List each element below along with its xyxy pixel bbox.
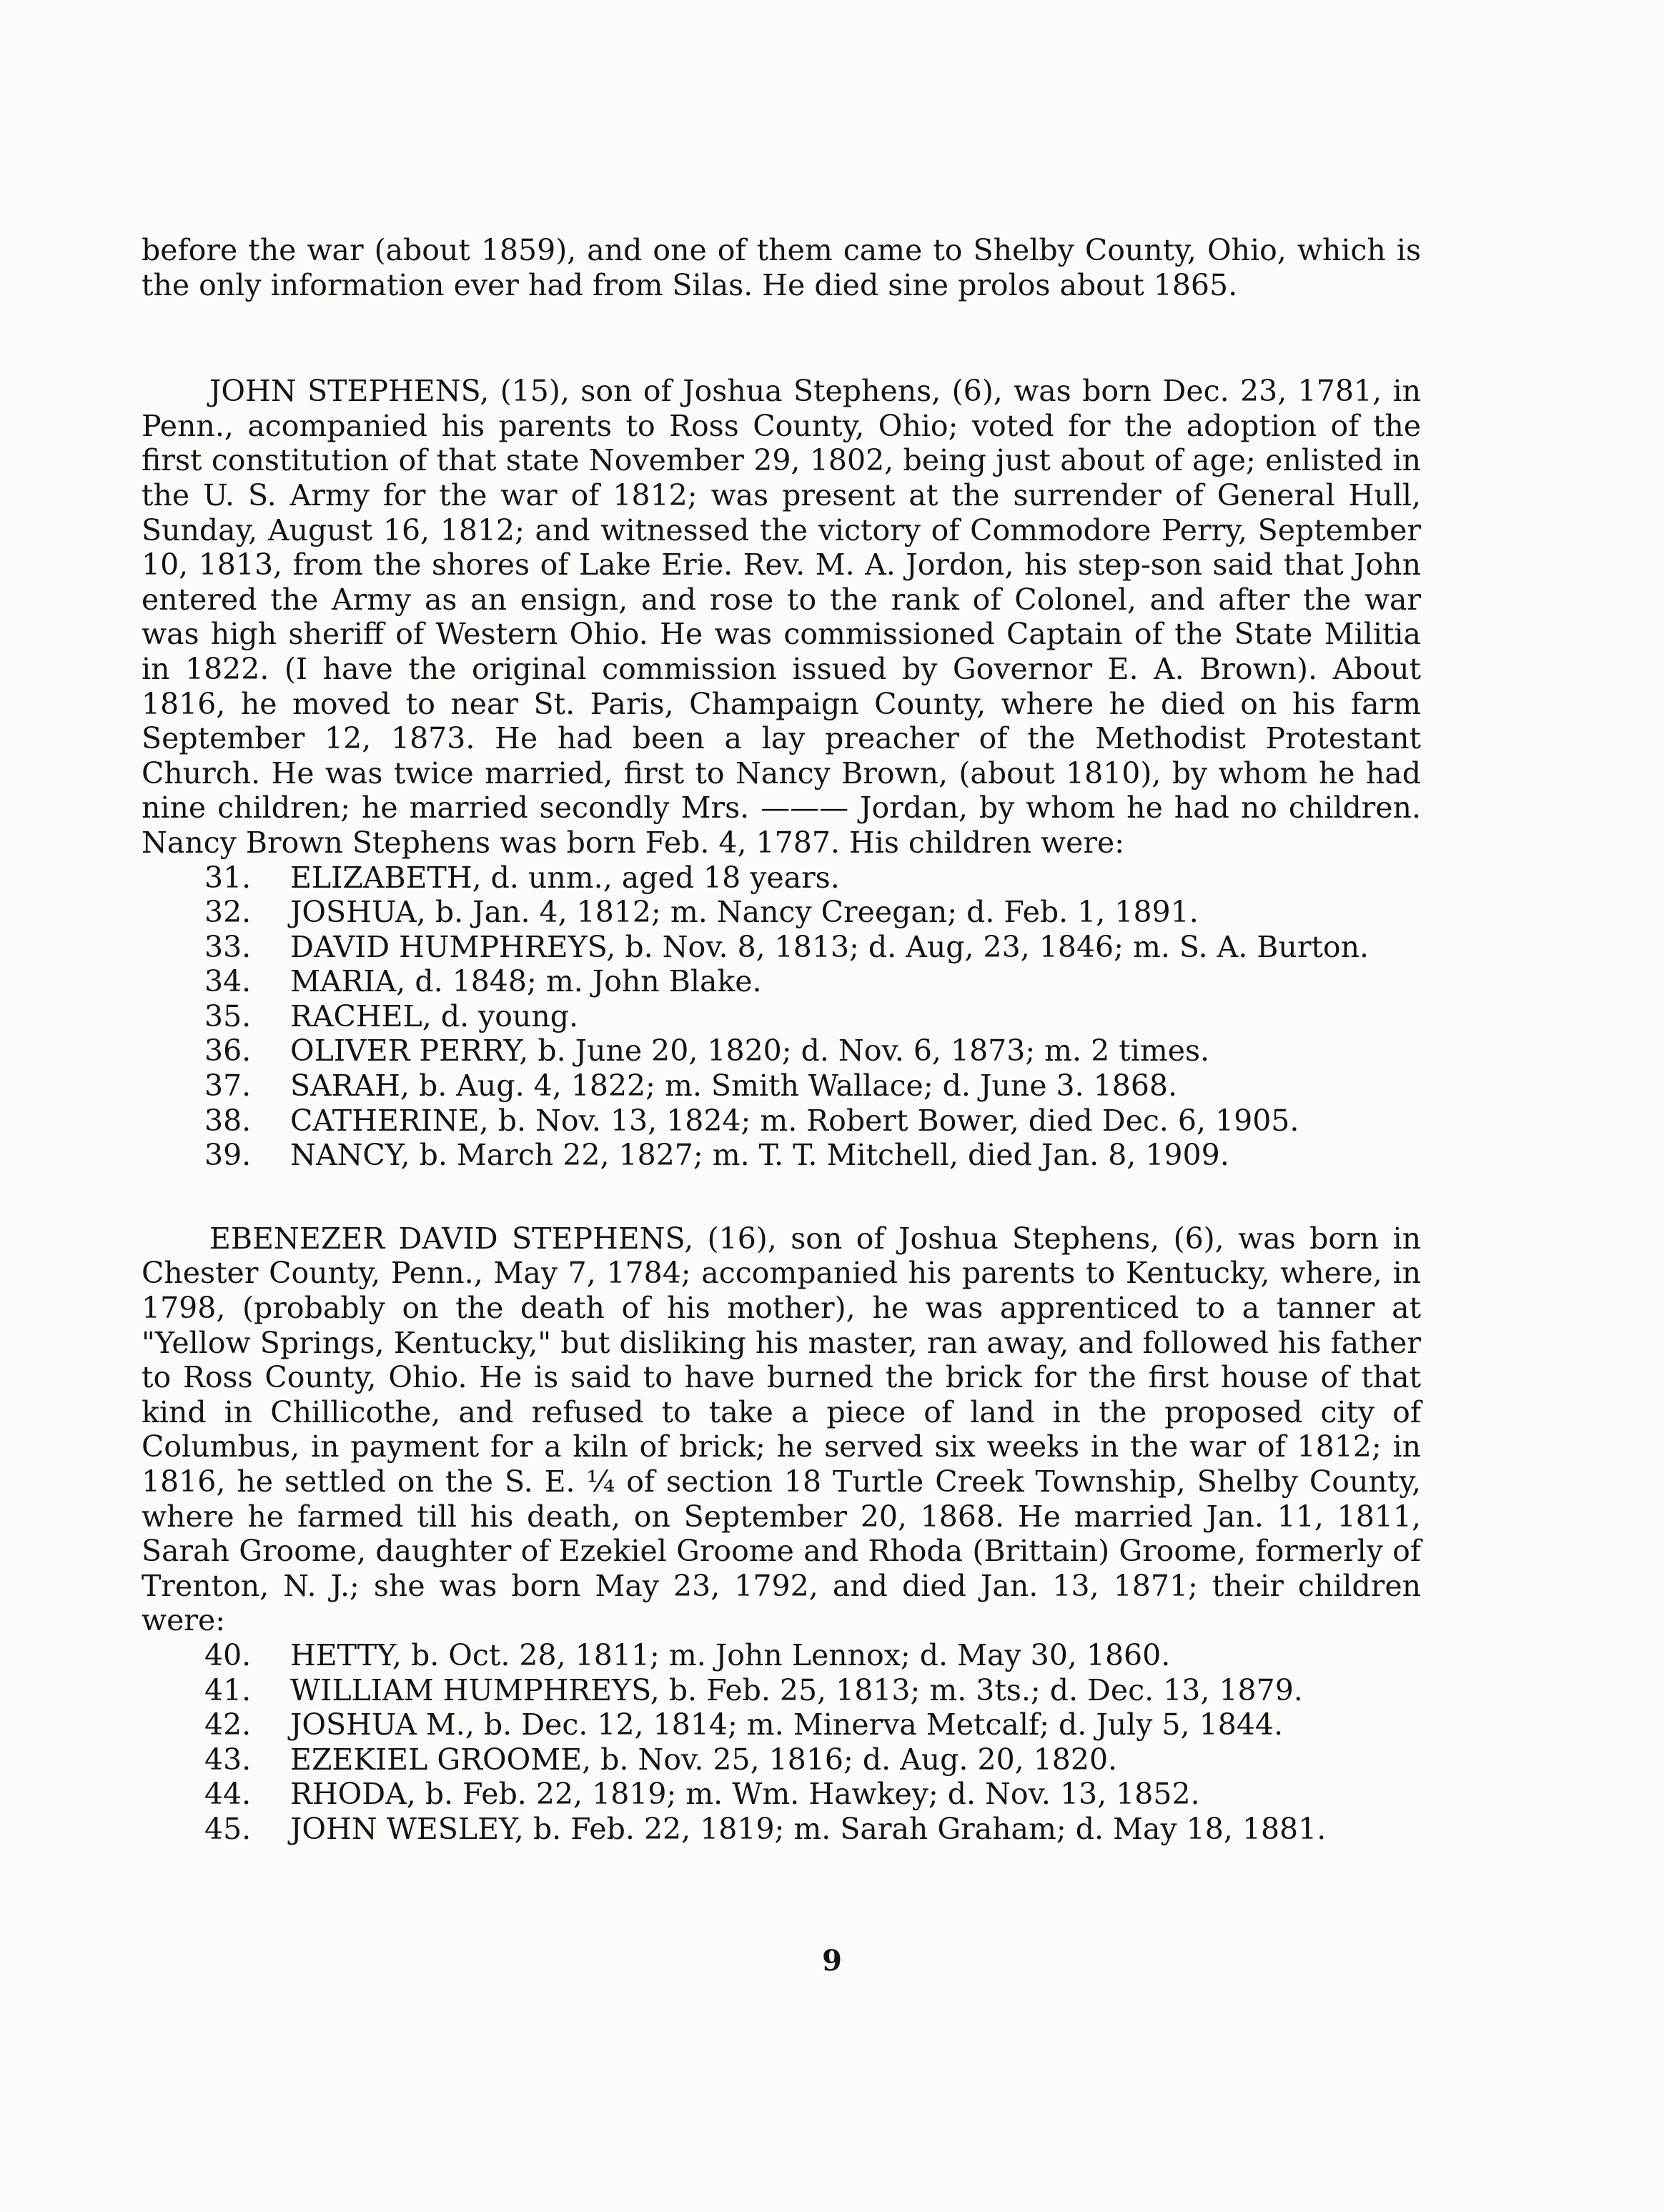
john-children-list: [142, 861, 1421, 1173]
intro-paragraph: before the war (about 1859), and one of them came to Shelby County, Ohio, which is the only information ever had from Silas. He died sine prolos about 1865.: [142, 233, 1421, 302]
ebenezer-children-list: [142, 1638, 1421, 1847]
list-item: 41. WILLIAM HUMPHREYS, b. Feb. 25, 1813; m. 3ts.; d. Dec. 13, 1879.: [204, 1672, 1303, 1707]
john-stephens-paragraph: JOHN STEPHENS, (15), son of Joshua Stephens, (6), was born Dec. 23, 1781, in Penn., acompanied his parents to Ross County, Ohio; voted for the adoption of the first constitution of that state November 29, 1802, being just about of age; enlisted in the U. S. Army for the war of 1812; was present at the surrender of General Hull, Sunday, August 16, 1812; and witnessed the victory of Commodore Perry, September 10, 1813, from the shores of Lake Erie. Rev. M. A. Jordon, his step-son said that John entered the Army as an ensign, and rose to the rank of Colonel, and after the war was high sheriff of Western Ohio. He was commissioned Captain of the State Militia in 1822. (I have the original commission issued by Governor E. A. Brown). About 1816, he moved to near St. Paris, Champaign County, where he died on his farm September 12, 1873. He had been a lay preacher of the Methodist Protestant Church. He was twice married, first to Nancy Brown, (about 1810), by whom he had nine children; he married secondly Mrs. ——— Jordan, by whom he had no children. Nancy Brown Stephens was born Feb. 4, 1787. His children were:: [142, 374, 1421, 860]
list-item: 34. MARIA, d. 1848; m. John Blake.: [204, 964, 762, 999]
list-item: 35. RACHEL, d. young.: [204, 998, 579, 1033]
list-item: 37. SARAH, b. Aug. 4, 1822; m. Smith Wallace; d. June 3. 1868.: [204, 1068, 1178, 1103]
document-page: [142, 233, 1421, 1847]
list-item: 31. ELIZABETH, d. unm., aged 18 years.: [204, 860, 840, 895]
list-item: 39. NANCY, b. March 22, 1827; m. T. T. Mitchell, died Jan. 8, 1909.: [204, 1138, 1229, 1173]
list-item: 38. CATHERINE, b. Nov. 13, 1824; m. Robert Bower, died Dec. 6, 1905.: [204, 1103, 1299, 1138]
list-item: 45. JOHN WESLEY, b. Feb. 22, 1819; m. Sarah Graham; d. May 18, 1881.: [204, 1811, 1327, 1846]
list-item: 40. HETTY, b. Oct. 28, 1811; m. John Lennox; d. May 30, 1860.: [204, 1637, 1171, 1672]
list-item: 33. DAVID HUMPHREYS, b. Nov. 8, 1813; d. Aug, 23, 1846; m. S. A. Burton.: [204, 929, 1370, 964]
page-number: 9: [822, 1944, 842, 1978]
list-item: 32. JOSHUA, b. Jan. 4, 1812; m. Nancy Creegan; d. Feb. 1, 1891.: [204, 895, 1199, 930]
list-item: 44. RHODA, b. Feb. 22, 1819; m. Wm. Hawkey; d. Nov. 13, 1852.: [204, 1777, 1200, 1812]
list-item: 43. EZEKIEL GROOME, b. Nov. 25, 1816; d. Aug. 20, 1820.: [204, 1742, 1118, 1777]
ebenezer-stephens-paragraph: EBENEZER DAVID STEPHENS, (16), son of Joshua Stephens, (6), was born in Chester County, Penn., May 7, 1784; accompanied his parents to Kentucky, where, in 1798, (probably on the death of his mother), he was apprenticed to a tanner at "Yellow Springs, Kentucky," but disliking his master, ran away, and followed his father to Ross County, Ohio. He is said to have burned the brick for the first house of that kind in Chillicothe, and refused to take a piece of land in the proposed city of Columbus, in payment for a kiln of brick; he served six weeks in the war of 1812; in 1816, he settled on the S. E. ¼ of section 18 Turtle Creek Township, Shelby County, where he farmed till his death, on September 20, 1868. He married Jan. 11, 1811, Sarah Groome, daughter of Ezekiel Groome and Rhoda (Brittain) Groome, formerly of Trenton, N. J.; she was born May 23, 1792, and died Jan. 13, 1871; their children were:: [142, 1221, 1421, 1638]
list-item: 36. OLIVER PERRY, b. June 20, 1820; d. Nov. 6, 1873; m. 2 times.: [204, 1033, 1210, 1068]
list-item: 42. JOSHUA M., b. Dec. 12, 1814; m. Minerva Metcalf; d. July 5, 1844.: [204, 1707, 1283, 1742]
